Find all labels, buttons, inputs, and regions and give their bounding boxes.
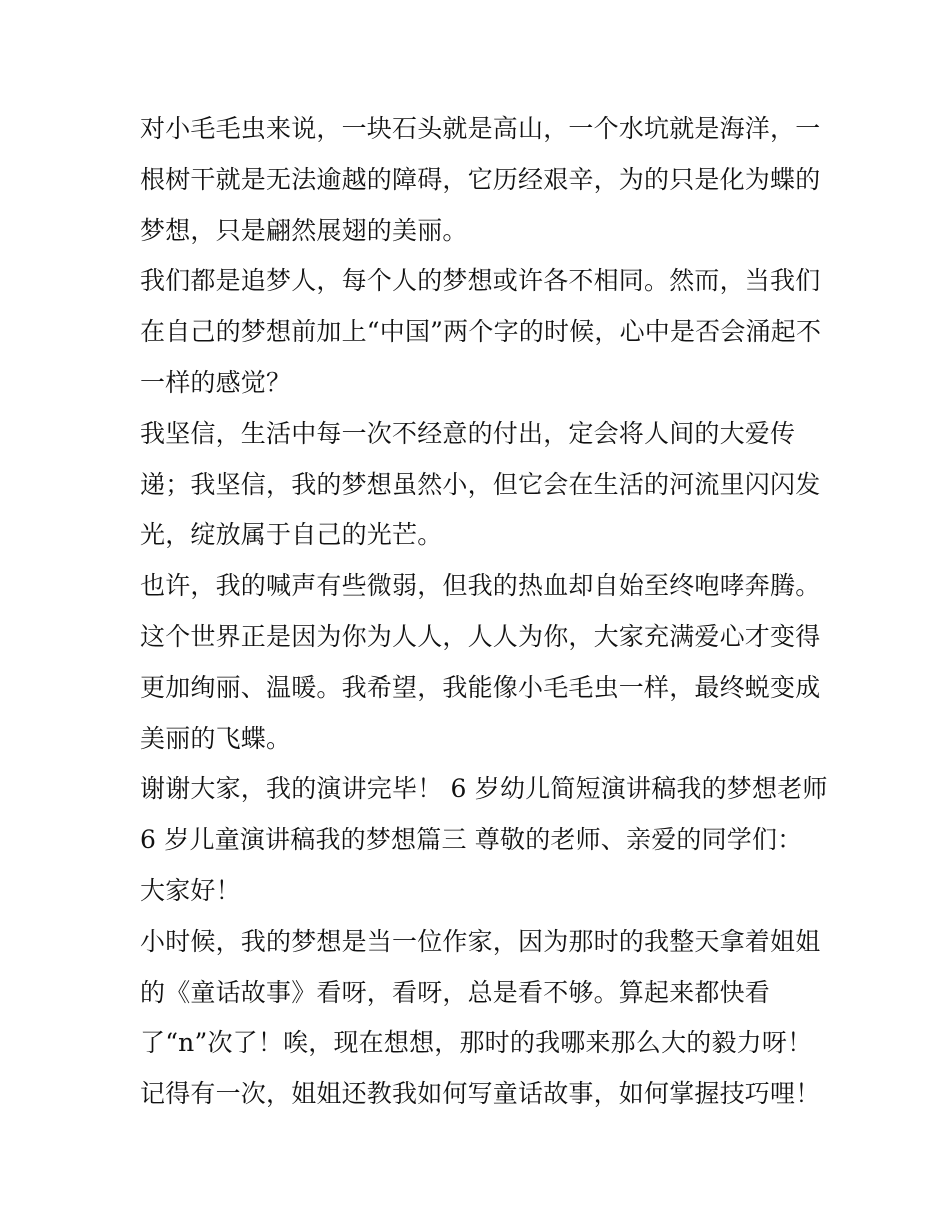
- document-body: [140, 104, 830, 1120]
- text-line: 谢谢大家，我的演讲完毕！ 6 岁幼儿简短演讲稿我的梦想老师: [140, 774, 828, 804]
- text-line: 我坚信，生活中每一次不经意的付出，定会将人间的大爱传: [140, 418, 796, 448]
- text-line: 光，绽放属于自己的光芒。: [140, 520, 443, 550]
- text-line: 小时候，我的梦想是当一位作家，因为那时的我整天拿着姐姐: [140, 926, 821, 956]
- text-line: 也许，我的喊声有些微弱，但我的热血却自始至终咆哮奔腾。: [140, 571, 821, 601]
- text-line: 的《童话故事》看呀，看呀，总是看不够。算起来都快看: [140, 977, 771, 1007]
- text-line: 美丽的飞蝶。: [140, 723, 292, 753]
- text-line: 递；我坚信，我的梦想虽然小，但它会在生活的河流里闪闪发: [140, 469, 821, 499]
- text-line: 对小毛毛虫来说，一块石头就是高山，一个水坑就是海洋，一: [140, 114, 821, 143]
- text-line: 6 岁儿童演讲稿我的梦想篇三 尊敬的老师、亲爱的同学们：: [140, 825, 803, 855]
- text-line: 根树干就是无法逾越的障碍，它历经艰辛，为的只是化为蝶的: [140, 164, 821, 194]
- text-line: 更加绚丽、温暖。我希望，我能像小毛毛虫一样，最终蜕变成: [140, 672, 821, 702]
- text-line: 大家好！: [140, 875, 241, 905]
- text-line: 我们都是追梦人，每个人的梦想或许各不相同。然而，当我们: [140, 266, 821, 296]
- text-line: 这个世界正是因为你为人人，人人为你，大家充满爱心才变得: [140, 621, 821, 651]
- text-line: 了“n”次了！唉，现在想想，那时的我哪来那么大的毅力呀！: [140, 1028, 813, 1058]
- text-line: 在自己的梦想前加上“中国”两个字的时候，心中是否会涌起不: [140, 317, 822, 347]
- text-line: 记得有一次，姐姐还教我如何写童话故事，如何掌握技巧哩！: [140, 1079, 821, 1109]
- text-line: 一样的感觉？: [140, 367, 292, 397]
- text-line: 梦想，只是翩然展翅的美丽。: [140, 215, 468, 245]
